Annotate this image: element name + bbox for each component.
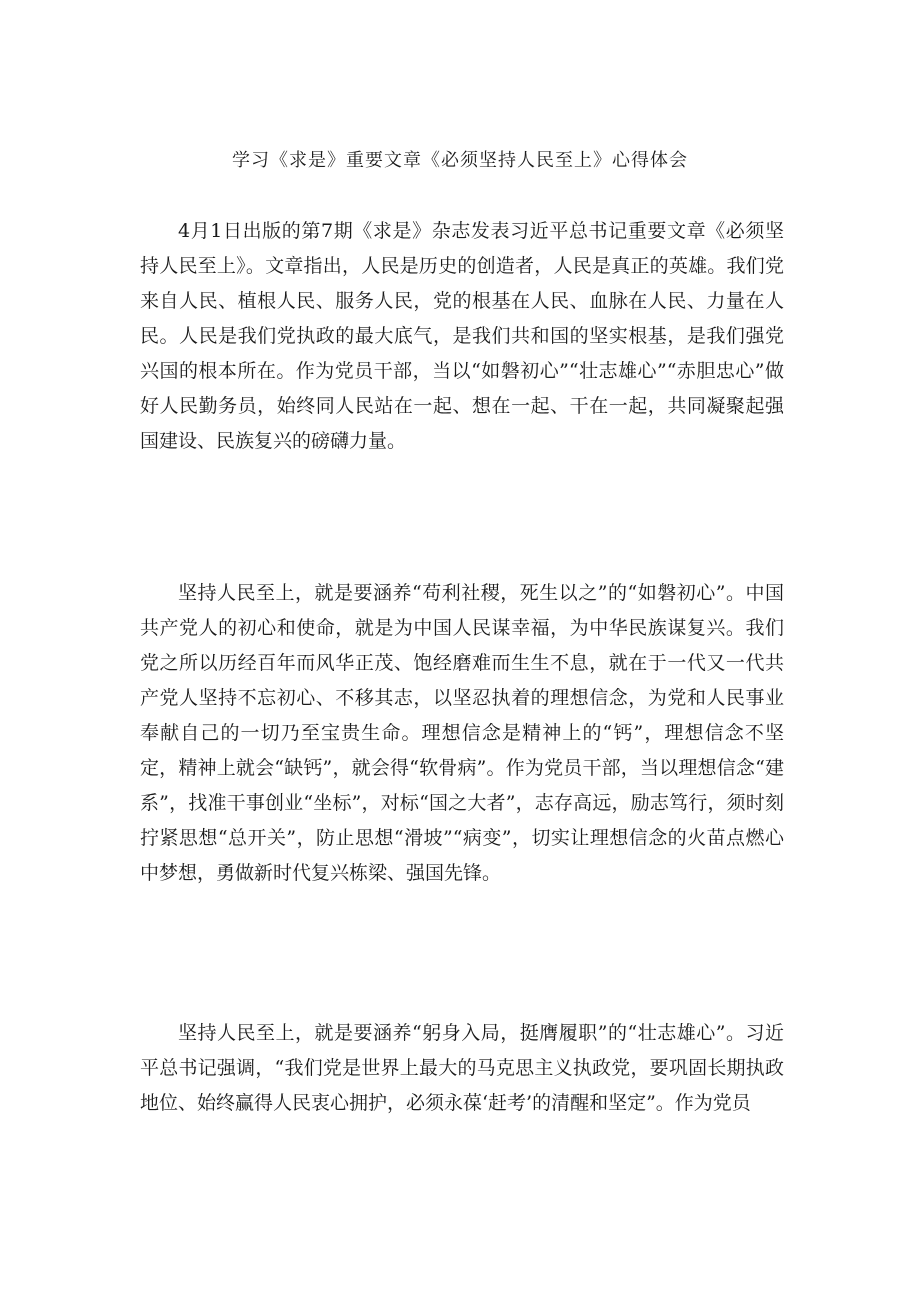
paragraph-ambition: 坚持人民至上，就是要涵养“躬身入局，挺膺履职”的“壮志雄心”。习近平总书记强调，“我们党是世界上最大的马克思主义执政党，要巩固长期执政地位、始终赢得人民衷心拥护，必须永葆‘赶考’的清醒和坚定”。作为党员 (140, 1022, 784, 1114)
document-title: 学习《求是》重要文章《必须坚持人民至上》心得体会 (232, 150, 688, 171)
paragraph-intro: 4月1日出版的第7期《求是》杂志发表习近平总书记重要文章《必须坚持人民至上》。文章指出，人民是历史的创造者，人民是真正的英雄。我们党来自人民、植根人民、服务人民，党的根基在人民、血脉在人民、力量在人民。人民是我们党执政的最大底气，是我们共和国的坚实根基，是我们强党兴国的根本所在。作为党员干部，当以“如磐初心”“壮志雄心”“赤胆忠心”做好人民勤务员，始终同人民站在一起、想在一起、干在一起，共同凝聚起强国建设、民族复兴的磅礴力量。 (140, 220, 784, 452)
paragraph-original-aspiration: 坚持人民至上，就是要涵养“苟利社稷，死生以之”的“如磐初心”。中国共产党人的初心和使命，就是为中国人民谋幸福，为中华民族谋复兴。我们党之所以历经百年而风华正茂、饱经磨难而生生不息，就在于一代又一代共产党人坚持不忘初心、不移其志，以坚忍执着的理想信念，为党和人民事业奉献自己的一切乃至宝贵生命。理想信念是精神上的“钙”，理想信念不坚定，精神上就会“缺钙”，就会得“软骨病”。作为党员干部，当以理想信念“建系”，找准干事创业“坐标”，对标“国之大者”，志存高远，励志笃行，须时刻拧紧思想“总开关”，防止思想“滑坡”“病变”，切实让理想信念的火苗点燃心中梦想，勇做新时代复兴栋梁、强国先锋。 (140, 582, 784, 884)
